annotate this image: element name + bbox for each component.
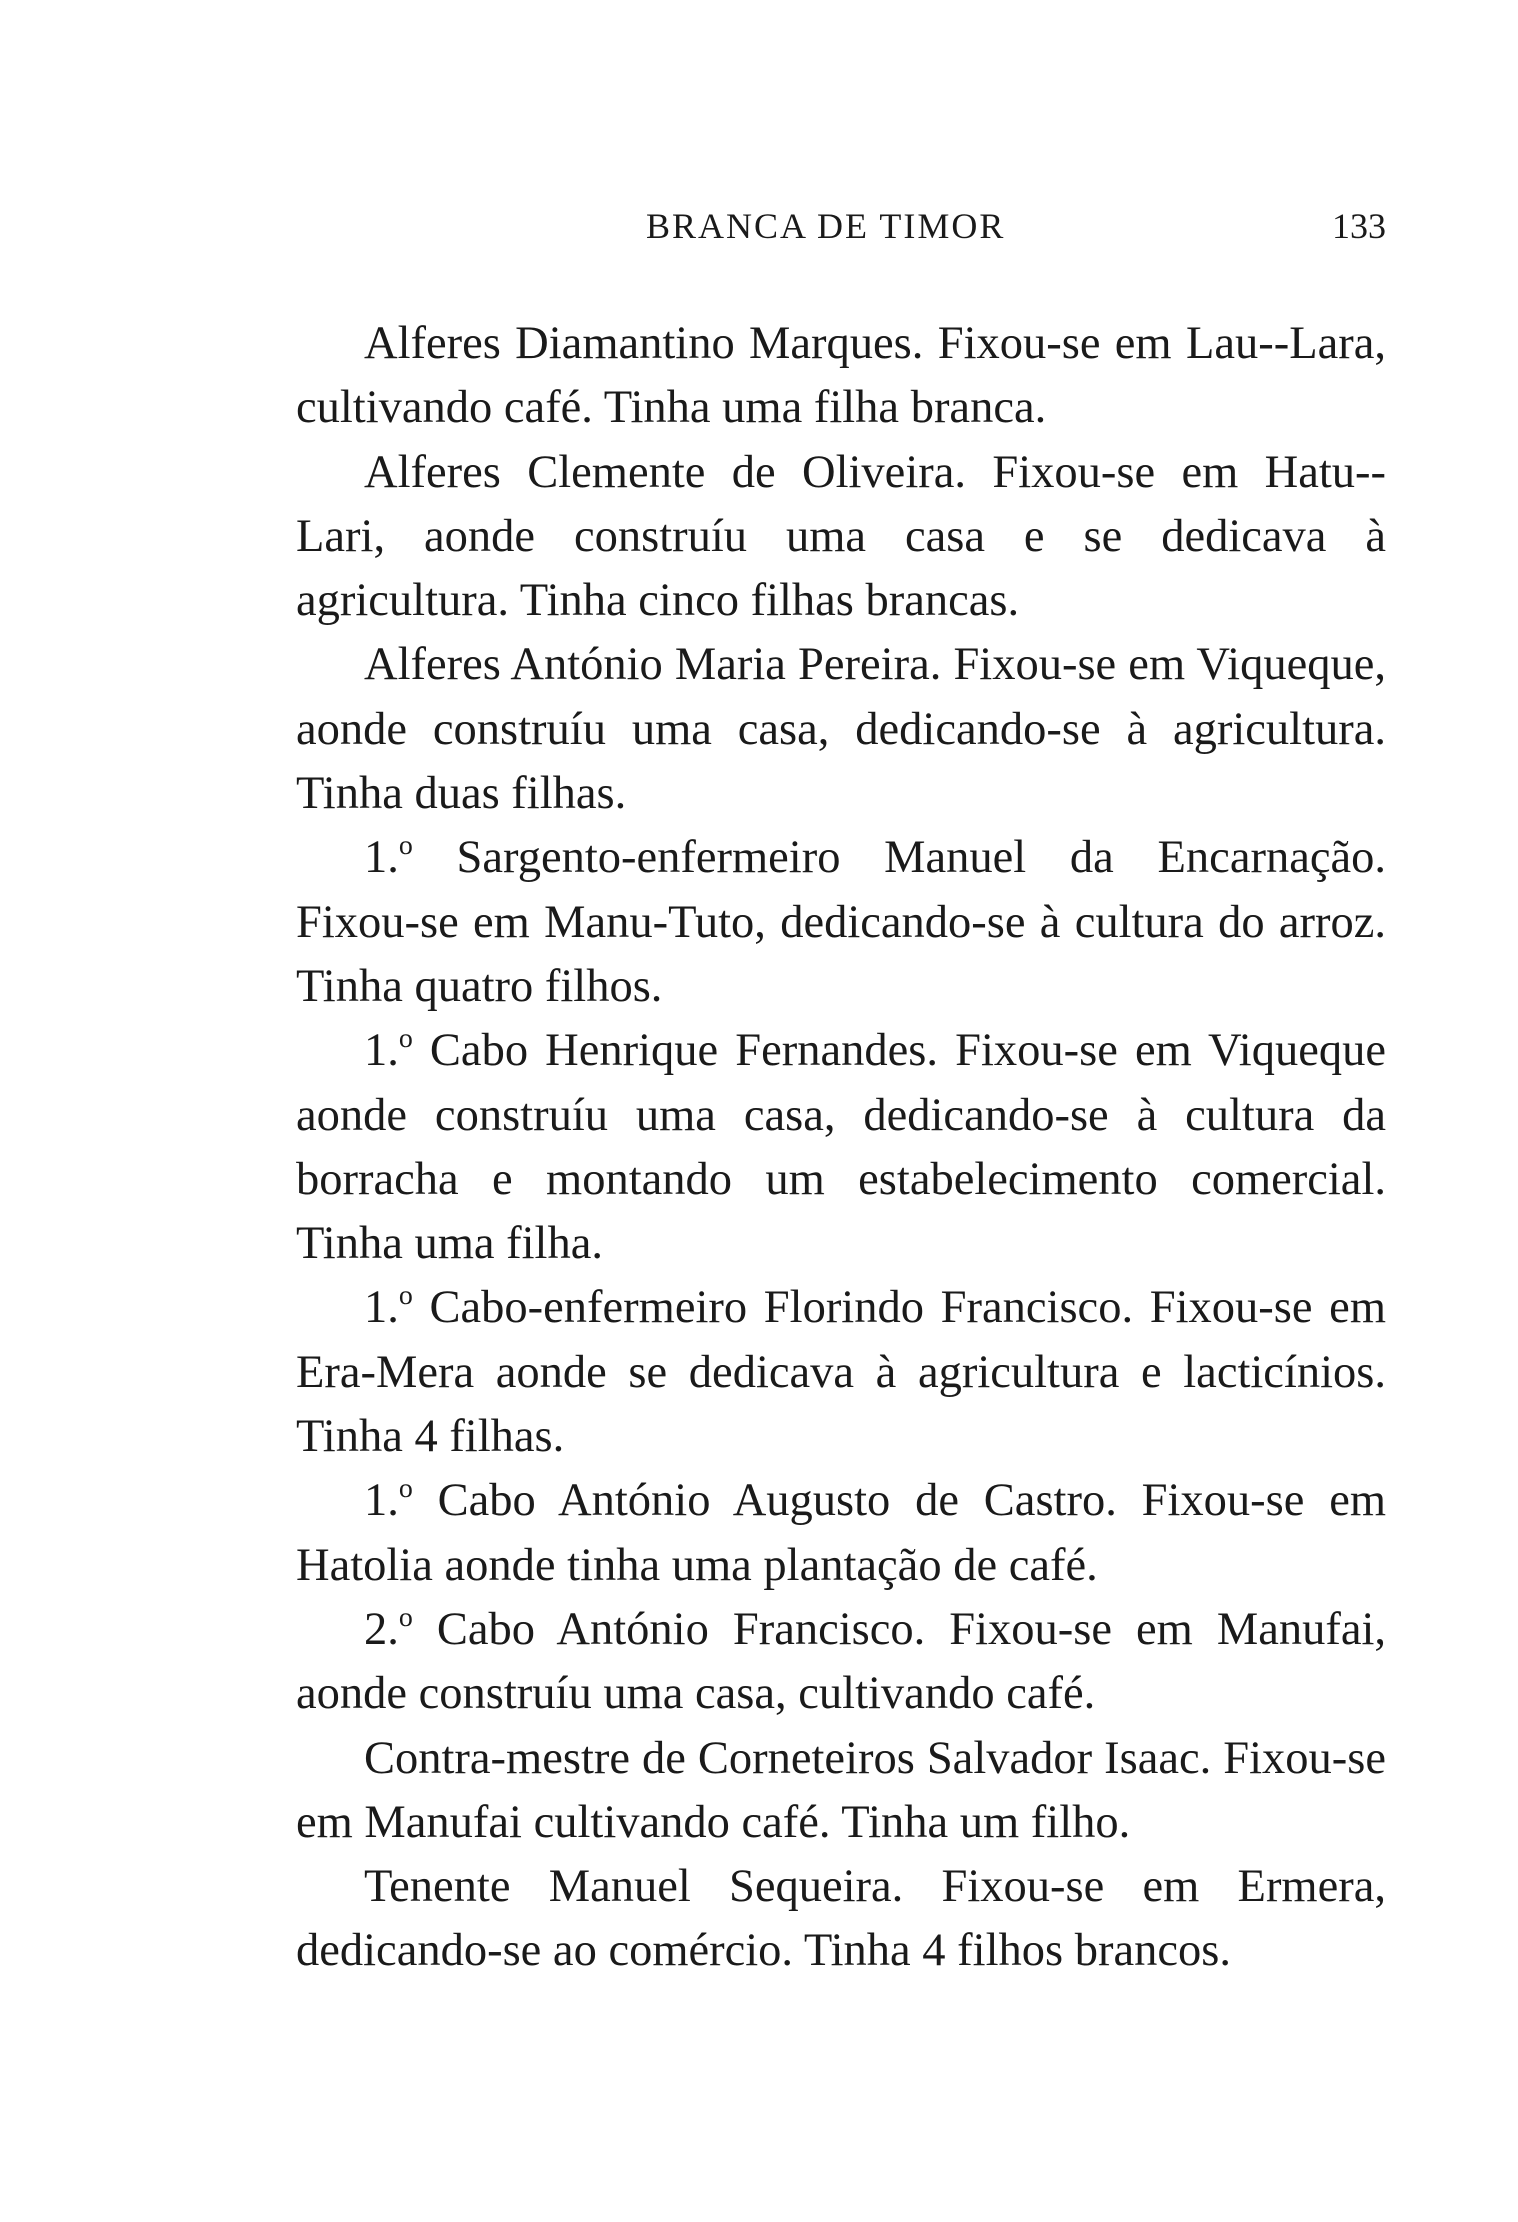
paragraph-manuel-encarnacao [296,826,1386,1019]
paragraph-text: Tenente Manuel Sequeira. Fixou-se em Ermera, dedicando-se ao comércio. Tinha 4 filhos brancos. [296,1861,1386,1977]
ordinal-indicator: o [398,1473,413,1505]
paragraph-text: Cabo-enfermeiro Florindo Francisco. Fixou-se em Era-Mera aonde se dedicava à agricultura e lacticínios. Tinha 4 filhas. [296,1282,1386,1463]
paragraph-salvador-isaac [296,1727,1386,1856]
rank-number: 2. [364,1603,399,1655]
paragraph-text: Contra-mestre de Corneteiros Salvador Isaac. Fixou-se em Manufai cultivando café. Tinha um filho. [296,1732,1386,1848]
running-title: BRANCA DE TIMOR [646,206,1006,246]
paragraph-text: Cabo Henrique Fernandes. Fixou-se em Viqueque aonde construíu uma casa, dedicando-se à cultura da borracha e montando um estabelecimento comercial. Tinha uma filha. [296,1025,1386,1270]
paragraph-text: Cabo António Augusto de Castro. Fixou-se em Hatolia aonde tinha uma plantação de café. [296,1475,1386,1591]
rank-number: 1. [364,832,399,884]
paragraph-text: Sargento-enfermeiro Manuel da Encarnação. Fixou-se em Manu-Tuto, dedicando-se à cultura do arroz. Tinha quatro filhos. [296,832,1386,1012]
ordinal-indicator: o [398,1280,413,1312]
paragraph-henrique-fernandes [296,1019,1386,1276]
paragraph-text: Alferes Clemente de Oliveira. Fixou-se em Hatu--Lari, aonde construíu uma casa e se dedicava à agricultura. Tinha cinco filhas brancas. [296,446,1386,627]
paragraph-antonio-francisco [296,1598,1386,1727]
ordinal-indicator: o [398,830,413,862]
rank-number: 1. [364,1282,399,1334]
paragraph-clemente-oliveira [296,441,1386,634]
running-head [296,205,1386,255]
rank-number: 1. [364,1025,399,1077]
paragraph-antonio-augusto-castro [296,1469,1386,1598]
paragraph-manuel-sequeira [296,1855,1386,1984]
paragraph-florindo-francisco [296,1276,1386,1469]
rank-number: 1. [364,1475,399,1527]
paragraph-diamantino-marques [296,312,1386,441]
paragraph-antonio-maria-pereira [296,633,1386,826]
body-text [296,312,1386,1984]
paragraph-text: Cabo António Francisco. Fixou-se em Manufai, aonde construíu uma casa, cultivando café. [296,1603,1386,1720]
paragraph-text: Alferes Diamantino Marques. Fixou-se em Lau--Lara, cultivando café. Tinha uma filha branca. [296,318,1386,434]
ordinal-indicator: o [398,1023,413,1055]
page-number: 133 [1332,206,1386,246]
paragraph-text: Alferes António Maria Pereira. Fixou-se em Viqueque, aonde construíu uma casa, dedicando-se à agricultura. Tinha duas filhas. [296,639,1386,820]
ordinal-indicator: o [398,1601,413,1633]
